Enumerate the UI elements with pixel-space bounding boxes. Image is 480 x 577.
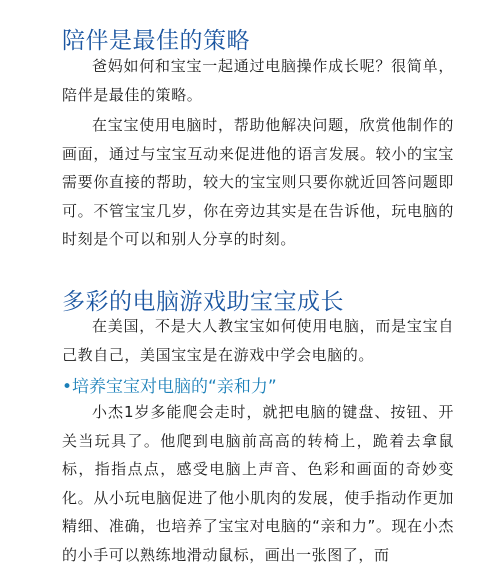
- paragraph-intro-companionship: 爸妈如何和宝宝一起通过电脑操作成长呢？很简单，陪伴是最佳的策略。: [62, 57, 454, 104]
- section-heading-companionship: 陪伴是最佳的策略: [62, 28, 250, 54]
- paragraph-xiaojie-story: 小杰1岁多能爬会走时，就把电脑的键盘、按钮、开关当玩具了。他爬到电脑前高高的转椅上，跪着去拿鼠标，指指点点，感受电脑上声音、色彩和画面的奇妙变化。从小玩电脑促进了他小肌肉的发展，使手指动作更加精细、准确，也培养了宝宝对电脑的“亲和力”。现在小杰的小手可以熟练地滑动鼠标，画出一张图了，而: [62, 403, 454, 564]
- paragraph-help-child: 在宝宝使用电脑时，帮助他解决问题，欣赏他制作的画面，通过与宝宝互动来促进他的语言发展。较小的宝宝需要你直接的帮助，较大的宝宝则只要你就近回答问题即可。不管宝宝几岁，你在旁边其实是在告诉他，玩电脑的时刻是个可以和别人分享的时刻。: [62, 116, 454, 249]
- section-heading-computer-games: 多彩的电脑游戏助宝宝成长: [62, 289, 344, 315]
- paragraph-usa-learning: 在美国，不是大人教宝宝如何使用电脑，而是宝宝自己教自己，美国宝宝是在游戏中学会电脑的。: [62, 317, 454, 364]
- subheading-affinity: •培养宝宝对电脑的“亲和力”: [62, 377, 277, 397]
